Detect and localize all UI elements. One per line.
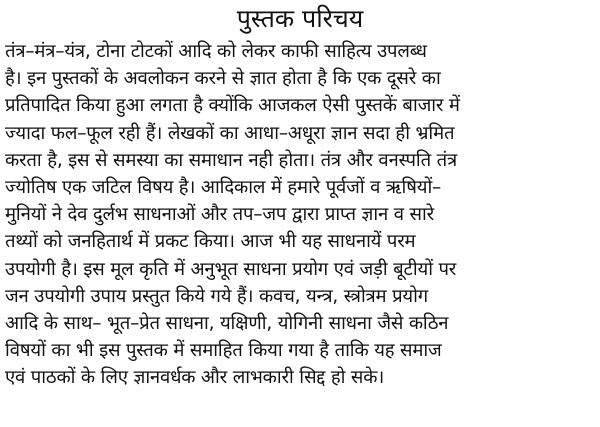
paragraph-line: है। इन पुस्तकों के अवलोकन करने से ज्ञात होता है कि एक दूसरे का <box>5 68 441 90</box>
paragraph-line: आदि के साथ– भूत–प्रेत साधना, यक्षिणी, योगिनी साधना जैसे कठिन <box>5 312 449 334</box>
paragraph-line: करता है, इस से समस्या का समाधान नही होता। तंत्र और वनस्पति तंत्र <box>5 149 458 171</box>
paragraph-line: प्रतिपादित किया हुआ लगता है क्योंकि आजकल ऐसी पुस्तकें बाजार में <box>5 95 460 117</box>
paragraph-line: उपयोगी है। इस मूल कृति में अनुभूत साधना प्रयोग एवं जड़ी बूटीयों पर <box>5 258 457 280</box>
body-paragraph <box>5 38 597 391</box>
page-title: पुस्तक परिचय <box>236 4 364 33</box>
paragraph-line: तथ्यों को जनहितार्थ में प्रकट किया। आज भी यह साधनायें परम <box>5 231 416 253</box>
paragraph-line: जन उपयोगी उपाय प्रस्तुत किये गये हैं। कवच, यन्त्र, स्त्रोत्रम प्रयोग <box>5 285 428 307</box>
paragraph-line: तंत्र–मंत्र–यंत्र, टोना टोटकों आदि को लेकर काफी साहित्य उपलब्ध <box>5 41 427 62</box>
paragraph-line: मुनियों ने देव दुर्लभ साधनाओं और तप–जप द्वारा प्राप्त ज्ञान व सारे <box>5 204 434 226</box>
paragraph-line: ज्योतिष एक जटिल विषय है। आदिकाल में हमारे पूर्वजों व ऋषियों– <box>5 176 442 198</box>
paragraph-line: एवं पाठकों के लिए ज्ञानवर्धक और लाभकारी सिद्द हो सके। <box>5 367 385 389</box>
paragraph-line: विषयों का भी इस पुस्तक में समाहित किया गया है ताकि यह समाज <box>5 340 442 362</box>
paragraph-line: ज्यादा फल–फूल रही हैं। लेखकों का आधा–अधूरा ज्ञान सदा ही भ्रमित <box>5 122 455 144</box>
